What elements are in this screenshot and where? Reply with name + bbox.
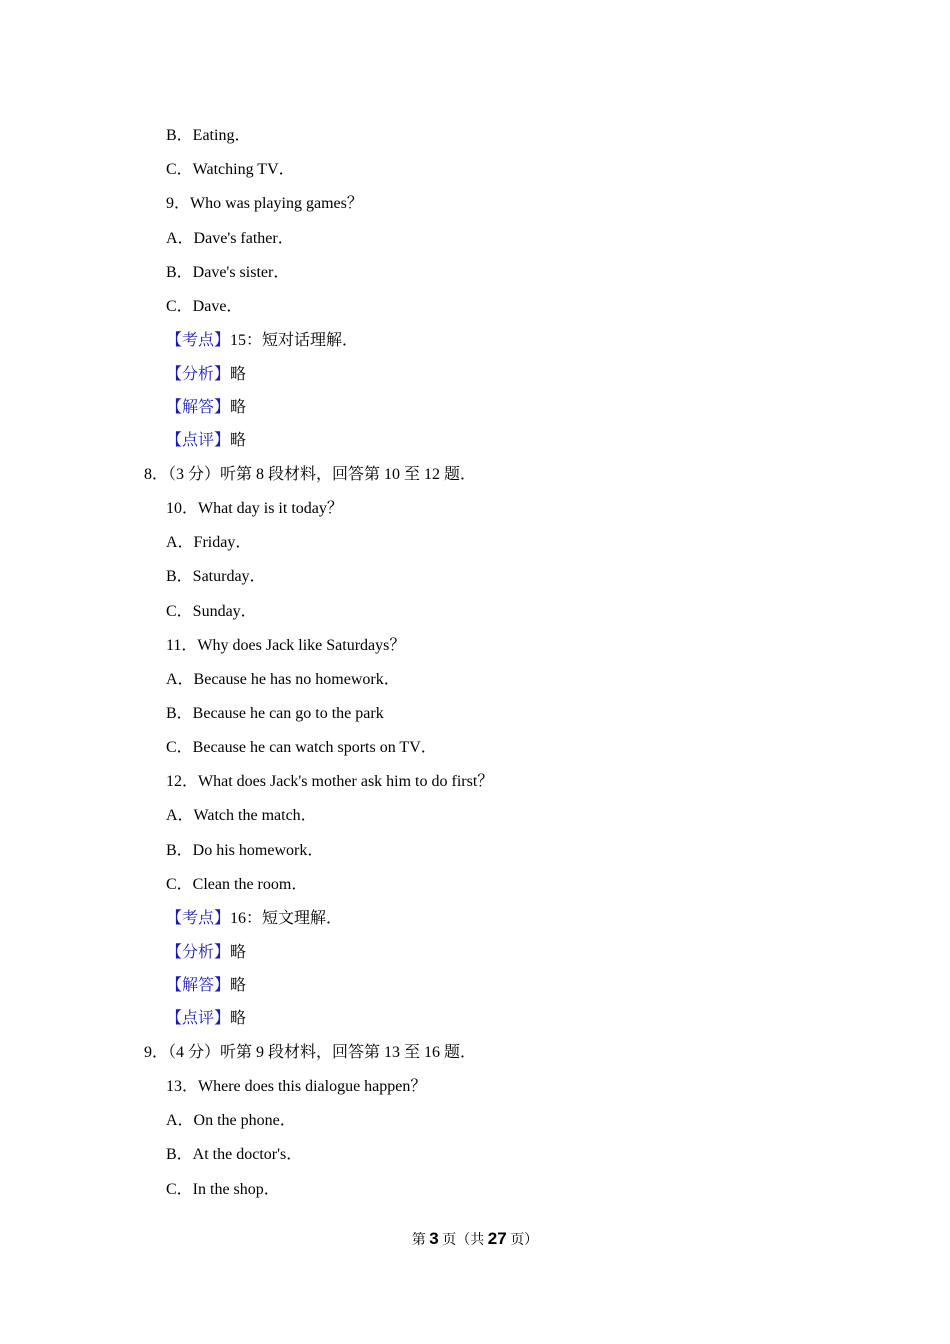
option-c-clean-room: C．Clean the room． bbox=[166, 876, 308, 893]
jieda-text: 略 bbox=[230, 399, 247, 416]
fenxi-line-2 bbox=[166, 943, 246, 963]
kaodian-line bbox=[166, 331, 358, 351]
question-12: 12．What does Jack's mother ask him to do first？ bbox=[166, 773, 494, 790]
kaodian-text: 15：短对话理解． bbox=[230, 332, 359, 349]
jieda-line bbox=[166, 398, 246, 418]
option-b-daves-sister: B．Dave's sister． bbox=[166, 264, 290, 281]
option-a-friday: A．Friday． bbox=[166, 534, 252, 551]
option-b-saturday: B．Saturday． bbox=[166, 568, 266, 585]
section-9-heading: 9．（4 分）听第 9 段材料，回答第 13 至 16 题． bbox=[144, 1044, 477, 1061]
section-8-heading: 8．（3 分）听第 8 段材料，回答第 10 至 12 题． bbox=[144, 466, 477, 483]
jieda-tag: 【解答】 bbox=[166, 977, 231, 994]
fenxi-line bbox=[166, 365, 246, 385]
footer-prefix: 第 bbox=[411, 1233, 426, 1248]
footer-suffix: 页） bbox=[510, 1233, 539, 1248]
jieda-line-2 bbox=[166, 976, 246, 996]
dianping-line-2 bbox=[166, 1009, 246, 1029]
option-c-watching-tv: C．Watching TV． bbox=[166, 161, 295, 178]
fenxi-tag: 【分析】 bbox=[166, 944, 231, 961]
option-b-eating: B．Eating． bbox=[166, 127, 251, 144]
dianping-line bbox=[166, 431, 246, 451]
fenxi-text: 略 bbox=[230, 366, 247, 383]
kaodian-tag: 【考点】 bbox=[166, 910, 231, 927]
option-b-doctors: B．At the doctor's． bbox=[166, 1146, 303, 1163]
option-a-no-homework: A．Because he has no homework． bbox=[166, 671, 400, 688]
option-a-on-phone: A．On the phone． bbox=[166, 1112, 296, 1129]
dianping-tag: 【点评】 bbox=[166, 432, 231, 449]
dianping-text: 略 bbox=[230, 432, 247, 449]
option-c-dave: C．Dave． bbox=[166, 298, 243, 315]
jieda-text: 略 bbox=[230, 977, 247, 994]
dianping-text: 略 bbox=[230, 1010, 247, 1027]
question-11: 11．Why does Jack like Saturdays？ bbox=[166, 637, 406, 654]
kaodian-text: 16：短文理解． bbox=[230, 910, 343, 927]
page-footer bbox=[0, 1229, 950, 1251]
option-a-watch-match: A．Watch the match． bbox=[166, 807, 317, 824]
footer-middle: 页（共 bbox=[442, 1233, 485, 1248]
fenxi-text: 略 bbox=[230, 944, 247, 961]
dianping-tag: 【点评】 bbox=[166, 1010, 231, 1027]
option-c-watch-sports: C．Because he can watch sports on TV． bbox=[166, 739, 437, 756]
kaodian-tag: 【考点】 bbox=[166, 332, 231, 349]
option-c-sunday: C．Sunday． bbox=[166, 603, 257, 620]
page-number: 3 bbox=[429, 1229, 439, 1248]
question-13: 13．Where does this dialogue happen？ bbox=[166, 1078, 427, 1095]
option-b-do-homework: B．Do his homework． bbox=[166, 842, 324, 859]
kaodian-line-2 bbox=[166, 909, 342, 929]
question-10: 10．What day is it today？ bbox=[166, 500, 343, 517]
option-c-shop: C．In the shop． bbox=[166, 1181, 280, 1198]
total-pages: 27 bbox=[487, 1229, 507, 1248]
option-b-go-to-park: B．Because he can go to the park bbox=[166, 705, 384, 722]
jieda-tag: 【解答】 bbox=[166, 399, 231, 416]
fenxi-tag: 【分析】 bbox=[166, 366, 231, 383]
option-a-daves-father: A．Dave's father． bbox=[166, 230, 294, 247]
question-9: 9．Who was playing games？ bbox=[166, 195, 363, 212]
